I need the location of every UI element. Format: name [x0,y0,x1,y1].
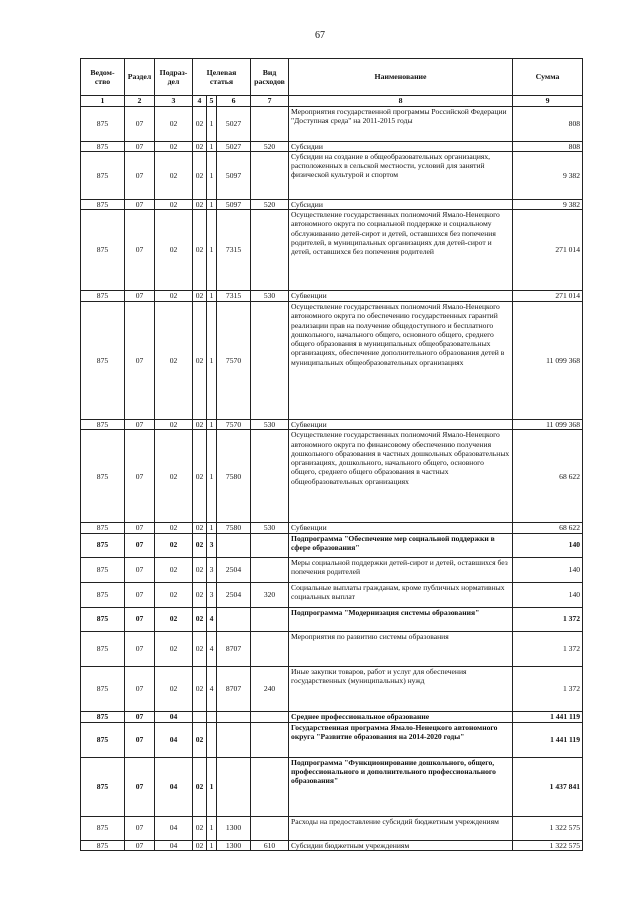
cell-podrazdel: 04 [155,816,193,840]
cell-name: Субвенции [289,291,513,302]
cell-name: Подпрограмма "Модернизация системы образования" [289,607,513,631]
cell-summa: 11 099 368 [513,420,583,430]
cell-target-1: 02 [193,302,207,420]
cell-summa: 1 372 [513,631,583,666]
table-row [81,199,583,209]
cell-vid [251,557,289,582]
cell-target-2: 3 [207,582,217,607]
cell-target-2: 1 [207,302,217,420]
col-number: 6 [217,96,251,107]
cell-target-1: 02 [193,557,207,582]
cell-razdel: 07 [125,420,155,430]
header-ved: Ведом-ство [81,59,125,96]
cell-ved: 875 [81,557,125,582]
col-number: 2 [125,96,155,107]
cell-summa: 9 382 [513,199,583,209]
table-row [81,420,583,430]
cell-target-3 [217,757,251,816]
cell-ved: 875 [81,757,125,816]
cell-summa: 1 372 [513,607,583,631]
table-row [81,666,583,711]
cell-target-1: 02 [193,757,207,816]
cell-target-3: 1300 [217,816,251,840]
cell-summa: 271 014 [513,210,583,291]
cell-razdel: 07 [125,722,155,757]
cell-vid [251,106,289,141]
cell-target-1: 02 [193,666,207,711]
cell-target-1: 02 [193,420,207,430]
cell-ved: 875 [81,199,125,209]
cell-vid: 520 [251,199,289,209]
cell-ved: 875 [81,666,125,711]
cell-podrazdel: 02 [155,141,193,151]
cell-razdel: 07 [125,533,155,557]
cell-ved: 875 [81,816,125,840]
cell-target-1: 02 [193,816,207,840]
cell-podrazdel: 02 [155,557,193,582]
cell-podrazdel: 02 [155,151,193,199]
col-number: 7 [251,96,289,107]
cell-target-3: 7570 [217,420,251,430]
cell-target-3: 2504 [217,557,251,582]
cell-target-3: 7315 [217,210,251,291]
cell-ved: 875 [81,420,125,430]
cell-target-1: 02 [193,533,207,557]
cell-name: Субсидии бюджетным учреждениям [289,840,513,850]
cell-ved: 875 [81,631,125,666]
table-row [81,210,583,291]
cell-target-1: 02 [193,199,207,209]
cell-target-1: 02 [193,430,207,523]
cell-vid [251,607,289,631]
cell-vid [251,757,289,816]
cell-name: Меры социальной поддержки детей-сирот и детей, оставшихся без попечения родителей [289,557,513,582]
col-number: 9 [513,96,583,107]
cell-name: Социальные выплаты гражданам, кроме публичных нормативных социальных выплат [289,582,513,607]
cell-target-2: 1 [207,816,217,840]
cell-name: Иные закупки товаров, работ и услуг для обеспечения государственных (муниципальных) нужд [289,666,513,711]
cell-razdel: 07 [125,151,155,199]
table-row [81,533,583,557]
cell-podrazdel: 02 [155,582,193,607]
cell-razdel: 07 [125,840,155,850]
table-row [81,430,583,523]
cell-target-3: 5097 [217,199,251,209]
cell-ved: 875 [81,523,125,533]
table-row [81,582,583,607]
cell-vid: 610 [251,840,289,850]
table-row [81,757,583,816]
cell-razdel: 07 [125,291,155,302]
cell-summa: 68 622 [513,430,583,523]
cell-vid [251,711,289,722]
cell-name: Расходы на предоставление субсидий бюджетным учреждениям [289,816,513,840]
cell-ved: 875 [81,106,125,141]
cell-target-2: 1 [207,430,217,523]
cell-razdel: 07 [125,666,155,711]
cell-summa: 1 441 119 [513,711,583,722]
cell-summa: 1 322 575 [513,816,583,840]
cell-name: Среднее профессиональное образование [289,711,513,722]
cell-podrazdel: 04 [155,722,193,757]
cell-razdel: 07 [125,757,155,816]
cell-name: Субвенции [289,420,513,430]
col-number: 4 [193,96,207,107]
table-row [81,141,583,151]
cell-podrazdel: 02 [155,430,193,523]
cell-target-3 [217,607,251,631]
cell-target-1: 02 [193,582,207,607]
cell-summa: 11 099 368 [513,302,583,420]
cell-target-2: 1 [207,210,217,291]
cell-target-2: 4 [207,631,217,666]
cell-razdel: 07 [125,199,155,209]
cell-summa: 140 [513,582,583,607]
cell-target-2: 3 [207,533,217,557]
cell-name: Субсидии [289,199,513,209]
cell-summa: 1 372 [513,666,583,711]
cell-name: Государственная программа Ямало-Ненецкого автономного округа "Развитие образования на 2014-2020 годы" [289,722,513,757]
cell-summa: 68 622 [513,523,583,533]
cell-razdel: 07 [125,430,155,523]
cell-summa: 140 [513,533,583,557]
cell-target-3 [217,533,251,557]
cell-vid: 520 [251,141,289,151]
cell-target-1: 02 [193,210,207,291]
cell-razdel: 07 [125,302,155,420]
cell-summa: 271 014 [513,291,583,302]
cell-ved: 875 [81,151,125,199]
cell-vid [251,151,289,199]
cell-name: Подпрограмма "Функционирование дошкольного, общего, профессионального и дополнительного профессионального образования" [289,757,513,816]
cell-podrazdel: 02 [155,666,193,711]
cell-razdel: 07 [125,582,155,607]
cell-target-2: 1 [207,151,217,199]
cell-target-2: 4 [207,607,217,631]
cell-target-3: 7580 [217,430,251,523]
cell-target-3: 2504 [217,582,251,607]
cell-vid: 530 [251,523,289,533]
cell-target-3 [217,722,251,757]
cell-razdel: 07 [125,523,155,533]
cell-razdel: 07 [125,210,155,291]
cell-target-3 [217,711,251,722]
cell-target-1: 02 [193,151,207,199]
cell-target-1: 02 [193,106,207,141]
cell-ved: 875 [81,210,125,291]
cell-podrazdel: 02 [155,106,193,141]
cell-name: Осуществление государственных полномочий Ямало-Ненецкого автономного округа по социальной поддержке и социальному обслуживанию детей-сирот и детей, оставшихся без попечения родителей, в муниципальных организациях для детей-сирот и детей, оставшихся без попечения родителей [289,210,513,291]
cell-target-2: 4 [207,666,217,711]
table-row [81,631,583,666]
cell-target-1: 02 [193,722,207,757]
cell-target-3: 8707 [217,631,251,666]
cell-target-1: 02 [193,523,207,533]
cell-razdel: 07 [125,106,155,141]
cell-ved: 875 [81,302,125,420]
cell-name: Субсидии [289,141,513,151]
table-row [81,840,583,850]
cell-summa: 140 [513,557,583,582]
cell-target-3: 5027 [217,106,251,141]
cell-name: Осуществление государственных полномочий Ямало-Ненецкого автономного округа по обеспечению государственных гарантий реализации прав на получение общедоступного и бесплатного дошкольного, начального общего, основного общего, среднего общего образования в муниципальных общеобразовательных организациях, обеспечение дополнительного образования детей в муниципальных общеобразовательных организациях [289,302,513,420]
table-body [81,106,583,850]
table-row [81,816,583,840]
cell-ved: 875 [81,722,125,757]
cell-target-3: 8707 [217,666,251,711]
cell-target-2 [207,722,217,757]
cell-podrazdel: 02 [155,210,193,291]
table-row [81,291,583,302]
cell-name: Мероприятия государственной программы Российской Федерации "Доступная среда" на 2011-2015 годы [289,106,513,141]
cell-razdel: 07 [125,631,155,666]
cell-target-3: 7315 [217,291,251,302]
header-row [81,59,583,96]
cell-target-2: 1 [207,840,217,850]
cell-podrazdel: 02 [155,291,193,302]
header-celevaya: Целевая статья [193,59,251,96]
cell-ved: 875 [81,141,125,151]
table-row [81,607,583,631]
cell-vid: 320 [251,582,289,607]
cell-ved: 875 [81,840,125,850]
cell-target-2: 1 [207,420,217,430]
cell-target-3: 7580 [217,523,251,533]
column-number-row [81,96,583,107]
cell-vid: 530 [251,420,289,430]
cell-podrazdel: 04 [155,840,193,850]
cell-name: Осуществление государственных полномочий Ямало-Ненецкого автономного округа по финансовому обеспечению получения дошкольного образования в частных дошкольных образовательных организациях, дошкольного, начального общего, основного общего, среднего общего образования в частных общеобразовательных организациях [289,430,513,523]
cell-target-3: 1300 [217,840,251,850]
cell-summa: 808 [513,106,583,141]
cell-target-1: 02 [193,291,207,302]
cell-target-1 [193,711,207,722]
cell-podrazdel: 02 [155,199,193,209]
cell-podrazdel: 02 [155,631,193,666]
cell-podrazdel: 02 [155,533,193,557]
col-number: 5 [207,96,217,107]
header-podrazdel: Подраз-дел [155,59,193,96]
cell-podrazdel: 02 [155,302,193,420]
cell-target-1: 02 [193,631,207,666]
cell-summa: 9 382 [513,151,583,199]
cell-vid: 530 [251,291,289,302]
cell-name: Субсидии на создание в общеобразовательных организациях, расположенных в сельской местности, условий для занятий физической культурой и спортом [289,151,513,199]
cell-razdel: 07 [125,607,155,631]
cell-summa: 1 322 575 [513,840,583,850]
cell-target-2: 1 [207,523,217,533]
cell-target-1: 02 [193,607,207,631]
cell-razdel: 07 [125,711,155,722]
budget-table [80,58,583,851]
cell-ved: 875 [81,711,125,722]
cell-ved: 875 [81,582,125,607]
cell-target-3: 5027 [217,141,251,151]
cell-name: Мероприятия по развитию системы образования [289,631,513,666]
cell-ved: 875 [81,291,125,302]
header-name: Наименование [289,59,513,96]
cell-vid [251,302,289,420]
cell-vid [251,722,289,757]
cell-summa: 1 441 119 [513,722,583,757]
col-number: 3 [155,96,193,107]
cell-vid [251,210,289,291]
table-row [81,557,583,582]
cell-target-2: 1 [207,199,217,209]
cell-summa: 808 [513,141,583,151]
cell-ved: 875 [81,430,125,523]
cell-target-1: 02 [193,141,207,151]
table-row [81,302,583,420]
table-row [81,106,583,141]
cell-target-2 [207,711,217,722]
cell-vid [251,533,289,557]
cell-name: Подпрограмма "Обеспечение мер социальной поддержки в сфере образования" [289,533,513,557]
cell-vid [251,430,289,523]
cell-vid [251,816,289,840]
header-vid: Вид расходов [251,59,289,96]
cell-podrazdel: 02 [155,523,193,533]
cell-ved: 875 [81,607,125,631]
table-row [81,523,583,533]
cell-target-2: 3 [207,557,217,582]
cell-vid [251,631,289,666]
cell-target-2: 1 [207,291,217,302]
cell-target-3: 5097 [217,151,251,199]
cell-target-3: 7570 [217,302,251,420]
cell-vid: 240 [251,666,289,711]
header-razdel: Раздел [125,59,155,96]
page-number: 67 [315,30,325,41]
cell-podrazdel: 04 [155,711,193,722]
cell-target-2: 1 [207,141,217,151]
cell-summa: 1 437 841 [513,757,583,816]
col-number: 8 [289,96,513,107]
cell-razdel: 07 [125,141,155,151]
cell-podrazdel: 04 [155,757,193,816]
table-row [81,151,583,199]
cell-target-2: 1 [207,757,217,816]
cell-ved: 875 [81,533,125,557]
cell-razdel: 07 [125,816,155,840]
cell-target-2: 1 [207,106,217,141]
table-row [81,711,583,722]
col-number: 1 [81,96,125,107]
cell-podrazdel: 02 [155,420,193,430]
cell-name: Субвенции [289,523,513,533]
cell-podrazdel: 02 [155,607,193,631]
cell-target-1: 02 [193,840,207,850]
header-summa: Сумма [513,59,583,96]
cell-razdel: 07 [125,557,155,582]
table-row [81,722,583,757]
